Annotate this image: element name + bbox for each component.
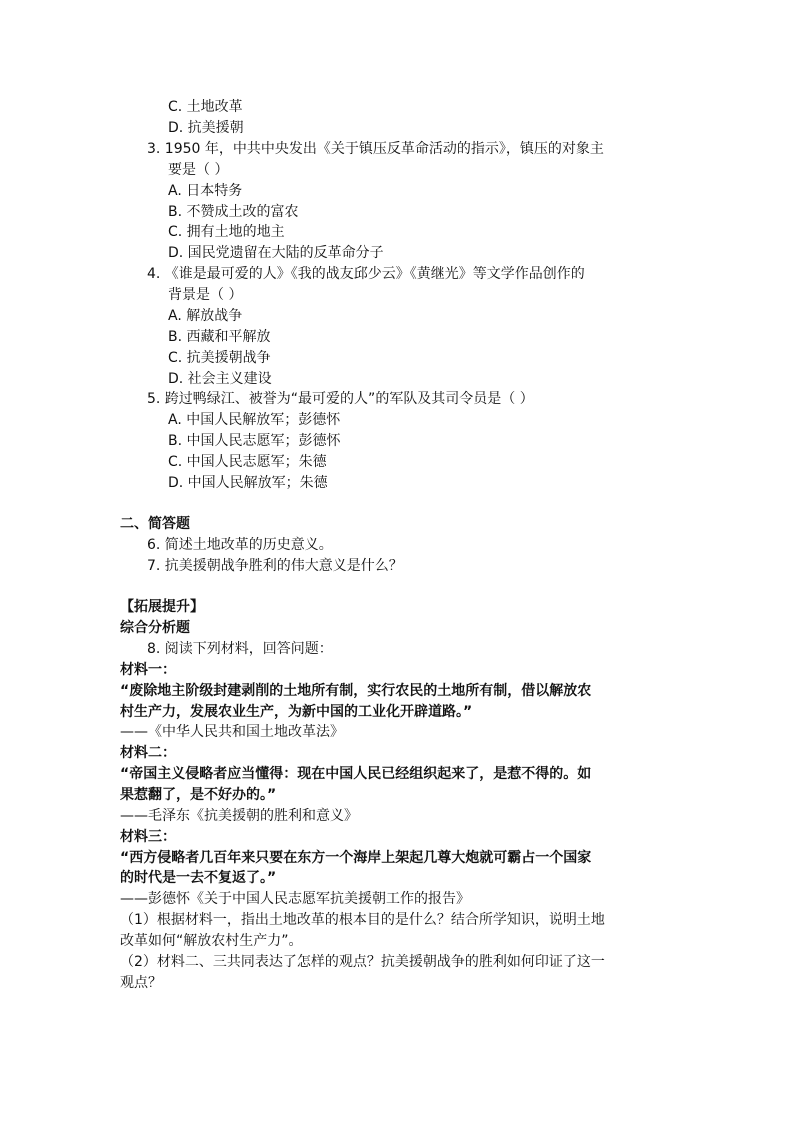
material-1-source: ——《中华人民共和国土地改革法》: [120, 724, 344, 740]
material-2-quote-line2: 果惹翻了，是不好办的。”: [120, 787, 277, 803]
material-2-quote-line1: “帝国主义侵略者应当懂得：现在中国人民已经组织起来了，是惹不得的。如: [120, 766, 592, 782]
question-3-option-d: D. 国民党遗留在大陆的反革命分子: [168, 245, 384, 261]
material-1-label: 材料一：: [120, 662, 176, 678]
material-2-label: 材料二：: [120, 745, 176, 761]
extension-heading: 【拓展提升】: [120, 599, 204, 615]
sub-question-2-line2: 观点？: [120, 975, 162, 991]
section-2-heading: 二、简答题: [120, 516, 190, 532]
material-3-label: 材料三：: [120, 829, 176, 845]
question-5-option-a: A. 中国人民解放军；彭德怀: [168, 412, 341, 428]
question-3-option-a: A. 日本特务: [168, 183, 243, 199]
question-8: 8. 阅读下列材料，回答问题：: [147, 641, 333, 657]
question-5-option-b: B. 中国人民志愿军；彭德怀: [168, 433, 341, 449]
question-4-stem: 4. 《谁是最可爱的人》《我的战友邱少云》《黄继光》等文学作品创作的: [147, 266, 585, 282]
material-3-source: ——彭德怀《关于中国人民志愿军抗美援朝工作的报告》: [120, 891, 470, 907]
sub-question-1-line2: 改革如何“解放农村生产力”。: [120, 933, 303, 949]
material-2-source: ——毛泽东《抗美援朝的胜利和意义》: [120, 808, 358, 824]
question-5-option-d: D. 中国人民解放军；朱德: [168, 475, 328, 491]
material-1-quote-line2: 村生产力，发展农业生产，为新中国的工业化开辟道路。”: [120, 704, 473, 720]
option-c-land-reform: C. 土地改革: [168, 99, 243, 115]
material-3-quote-line1: “西方侵略者几百年来只要在东方一个海岸上架起几尊大炮就可霸占一个国家: [120, 850, 592, 866]
sub-question-1-line1: （1）根据材料一，指出土地改革的根本目的是什么？结合所学知识，说明土地: [120, 912, 605, 928]
question-3-stem-cont: 要是（ ）: [168, 162, 229, 178]
material-1-quote-line1: “废除地主阶级封建剥削的土地所有制，实行农民的土地所有制，借以解放农: [120, 683, 592, 699]
question-3-stem: 3. 1950 年，中共中央发出《关于镇压反革命活动的指示》，镇压的对象主: [147, 141, 604, 157]
question-4-stem-cont: 背景是（ ）: [168, 287, 243, 303]
question-4-option-a: A. 解放战争: [168, 308, 243, 324]
analysis-subheading: 综合分析题: [120, 620, 190, 636]
option-d-resist-us-aid-korea: D. 抗美援朝: [168, 120, 244, 136]
question-4-option-c: C. 抗美援朝战争: [168, 350, 271, 366]
question-6: 6. 简述土地改革的历史意义。: [147, 537, 333, 553]
question-4-option-b: B. 西藏和平解放: [168, 329, 271, 345]
sub-question-2-line1: （2）材料二、三共同表达了怎样的观点？抗美援朝战争的胜利如何印证了这一: [120, 954, 605, 970]
question-7: 7. 抗美援朝战争胜利的伟大意义是什么？: [147, 558, 403, 574]
question-5-option-c: C. 中国人民志愿军；朱德: [168, 454, 327, 470]
material-3-quote-line2: 的时代是一去不复返了。”: [120, 870, 277, 886]
question-4-option-d: D. 社会主义建设: [168, 371, 272, 387]
question-3-option-c: C. 拥有土地的地主: [168, 224, 285, 240]
question-5-stem: 5. 跨过鸭绿江、被誉为“最可爱的人”的军队及其司令员是（ ）: [147, 391, 534, 407]
question-3-option-b: B. 不赞成土改的富农: [168, 204, 299, 220]
